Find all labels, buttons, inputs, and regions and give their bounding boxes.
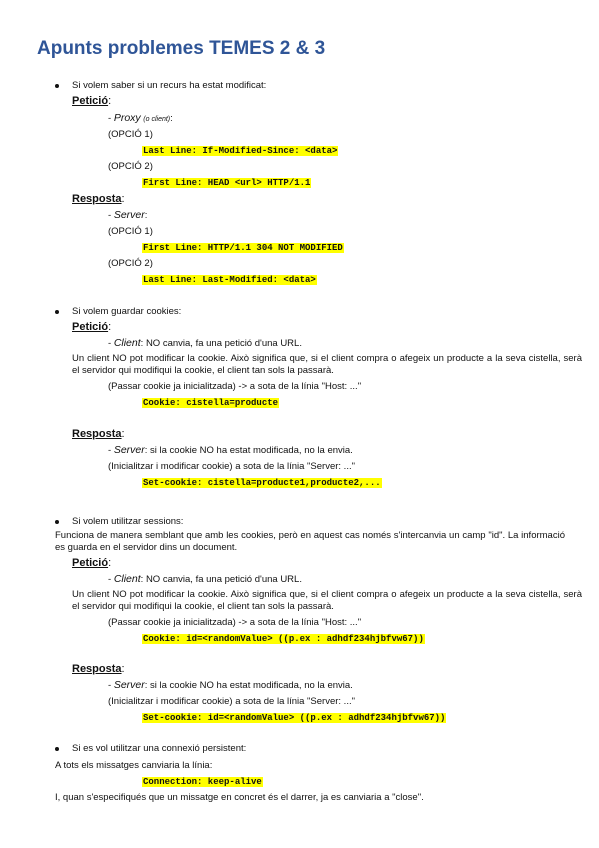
bullet-dot: [55, 747, 59, 751]
server-line: - Server:: [108, 209, 148, 221]
code-line: Last Line: Last-Modified: <data>: [143, 275, 316, 285]
sessions-paragraph: Funciona de manera semblant que amb les cookies, però en aquest cas només s'intercanvia un camp "id". La informació es guarda en el servidor dins un document.: [55, 530, 565, 553]
messages-line: A tots els missatges canviaria la línia:: [55, 760, 213, 771]
bullet-dot: [55, 520, 59, 524]
page-title: Apunts problemes TEMES 2 & 3: [37, 38, 326, 59]
section-3-bullet: Si volem utilitzar sessions:: [72, 516, 184, 527]
pass-cookie-line: (Passar cookie ja inicialitzada) -> a sota de la línia "Host: ...": [108, 381, 362, 392]
proxy-line: - Proxy (o client):: [108, 112, 173, 124]
resposta-heading-1: Resposta:: [72, 193, 125, 205]
code-line: Cookie: id=<randomValue> ((p.ex : adhdf234hjbfvw67)): [143, 634, 424, 644]
init-cookie-line: (Inicialitzar i modificar cookie) a sota de la línia "Server: ...": [108, 461, 355, 472]
server-line: - Server: si la cookie NO ha estat modificada, no la envia.: [108, 444, 353, 456]
peticio-heading-3: Petició:: [72, 557, 112, 569]
server-line: - Server: si la cookie NO ha estat modificada, no la envia.: [108, 679, 353, 691]
init-cookie-line: (Inicialitzar i modificar cookie) a sota de la línia "Server: ...": [108, 696, 355, 707]
code-line: Connection: keep-alive: [143, 777, 262, 787]
bullet-dot: [55, 84, 59, 88]
code-line: Set-cookie: cistella=producte1,producte2,...: [143, 478, 381, 488]
code-line: First Line: HEAD <url> HTTP/1.1: [143, 178, 311, 188]
bullet-dot: [55, 310, 59, 314]
section-2-bullet: Si volem guardar cookies:: [72, 306, 182, 317]
section-1-bullet: Si volem saber si un recurs ha estat modificat:: [72, 80, 267, 91]
client-line: - Client: NO canvia, fa una petició d'una URL.: [108, 573, 302, 585]
resposta-heading-3: Resposta:: [72, 663, 125, 675]
opcio-1-label: (OPCIÓ 1): [108, 129, 153, 140]
client-line: - Client: NO canvia, fa una petició d'una URL.: [108, 337, 302, 349]
opcio-1-label: (OPCIÓ 1): [108, 226, 153, 237]
close-line: I, quan s'especifiqués que un missatge en concret és el darrer, ja es canviaria a "close".: [55, 792, 424, 803]
section-4-bullet: Si es vol utilitzar una connexió persistent:: [72, 743, 247, 754]
code-line: Cookie: cistella=producte: [143, 398, 279, 408]
resposta-heading-2: Resposta:: [72, 428, 125, 440]
client-paragraph: Un client NO pot modificar la cookie. Això significa que, si el client compra o afegeix un producte a la seva cistella, serà el servidor qui modifiqui la cookie, el client tan sols la passarà.: [72, 353, 582, 376]
opcio-2-label: (OPCIÓ 2): [108, 258, 153, 269]
peticio-heading-1: Petició:: [72, 95, 112, 107]
pass-cookie-line: (Passar cookie ja inicialitzada) -> a sota de la línia "Host: ...": [108, 617, 362, 628]
peticio-heading-2: Petició:: [72, 321, 112, 333]
code-line: Last Line: If-Modified-Since: <data>: [143, 146, 338, 156]
code-line: First Line: HTTP/1.1 304 NOT MODIFIED: [143, 243, 343, 253]
opcio-2-label: (OPCIÓ 2): [108, 161, 153, 172]
code-line: Set-cookie: id=<randomValue> ((p.ex : adhdf234hjbfvw67)): [143, 713, 446, 723]
client-paragraph: Un client NO pot modificar la cookie. Això significa que, si el client compra o afegeix un producte a la seva cistella, serà el servidor qui modifiqui la cookie, el client tan sols la passarà.: [72, 589, 582, 612]
